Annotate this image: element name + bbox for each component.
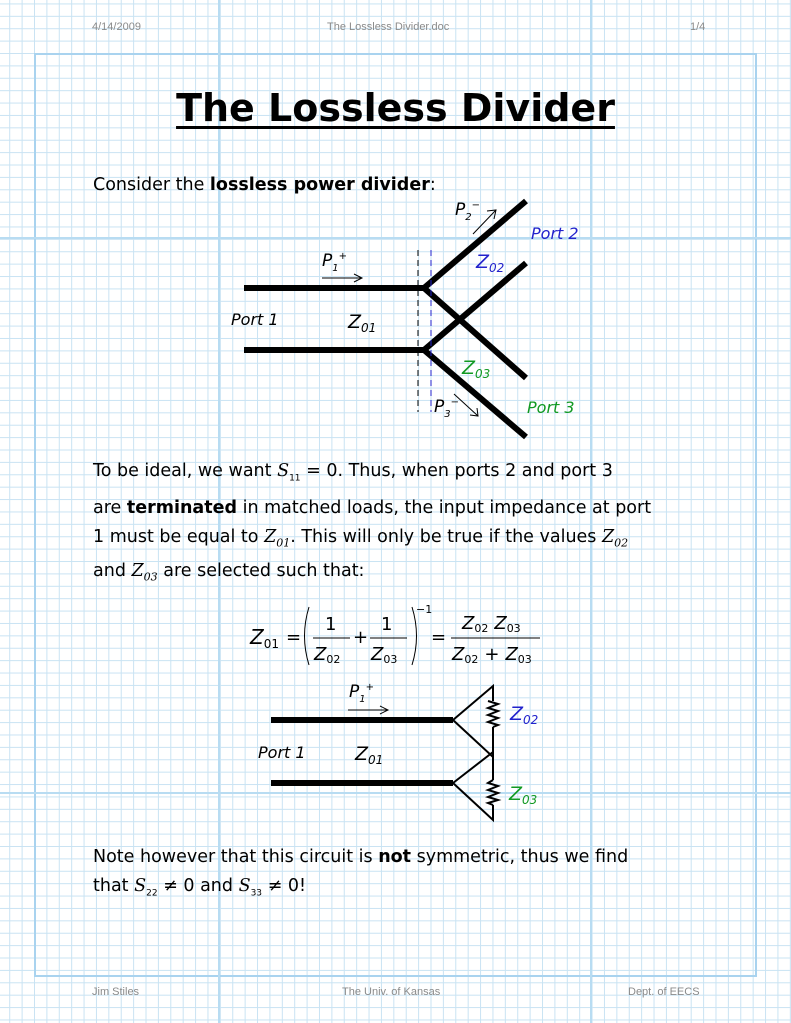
para2-line4: and $Z_{03}$ are selected such that: <box>93 561 365 584</box>
p2-label: $P_2^-$ <box>455 200 481 223</box>
z03-label: $Z_{03}$ <box>462 357 491 381</box>
fig2-z03-label: $Z_{03}$ <box>509 783 538 807</box>
fig2-p1-label: $P_1^+$ <box>349 682 375 705</box>
z03-resistor <box>488 780 498 805</box>
p3-label: $P_3^-$ <box>434 397 460 420</box>
eq-den2: Z03 <box>371 644 398 666</box>
para2-line1: To be ideal, we want $S_{11} = 0$. Thus, when ports 2 and port 3 <box>93 461 613 484</box>
eq-equals: = <box>286 627 302 648</box>
port3-label: Port 3 <box>527 398 575 417</box>
fig2-z01-label: $Z_{01}$ <box>355 743 384 767</box>
impedance-equation <box>249 603 540 666</box>
terminated-divider-diagram <box>258 682 538 820</box>
z02-resistor <box>488 701 498 727</box>
header-page: 1/4 <box>690 21 706 33</box>
footer-author: Jim Stiles <box>92 986 140 998</box>
footer-dept: Dept. of EECS <box>628 986 700 998</box>
port1-label: Port 1 <box>231 310 279 329</box>
para3-line1: Note however that this circuit is not symmetric, thus we find <box>93 847 629 867</box>
para3-line2: that $S_{22} \ne 0$ and $S_{33} \ne 0$! <box>93 876 306 899</box>
fig2-z02-label: $Z_{02}$ <box>510 703 539 727</box>
eq-left-paren <box>305 607 310 665</box>
intro-text: Consider the <box>93 175 210 195</box>
eq-num2: 1 <box>381 614 393 635</box>
intro-colon: : <box>429 175 436 195</box>
para2-line3: 1 must be equal to $Z_{01}$. This will only be true if the values $Z_{02}$ <box>93 526 629 549</box>
symmetry-note-paragraph <box>93 843 713 909</box>
eq-lhs: $Z_{01}$ <box>250 625 279 651</box>
p1-label: $P_1^+$ <box>322 251 348 274</box>
eq-den1: Z02 <box>314 644 341 666</box>
eq-num3: Z02 Z03 <box>462 613 521 635</box>
eq-den3: Z02 + Z03 <box>452 644 532 666</box>
eq-num1: 1 <box>325 614 337 635</box>
para2-line2: are terminated in matched loads, the input impedance at port <box>93 497 652 518</box>
header-date: 4/14/2009 <box>92 21 141 33</box>
fig2-z03-top-lead <box>453 752 493 783</box>
header-filename: The Lossless Divider.doc <box>327 21 450 33</box>
z02-label: $Z_{02}$ <box>476 251 505 275</box>
fig2-z03-bottom-lead <box>453 783 493 820</box>
z01-label: $Z_{01}$ <box>348 311 377 335</box>
fig2-port1-label: Port 1 <box>258 743 306 762</box>
intro-bold: lossless power divider <box>209 175 430 195</box>
fig2-z02-bottom-lead <box>453 720 493 757</box>
ideal-condition-paragraph <box>93 457 713 592</box>
eq-equals2: = <box>431 627 447 648</box>
page-title: The Lossless Divider <box>176 86 615 130</box>
port2-label: Port 2 <box>531 224 579 243</box>
eq-exponent: −1 <box>416 603 433 616</box>
eq-plus: + <box>353 627 369 648</box>
footer-university: The Univ. of Kansas <box>342 986 441 998</box>
